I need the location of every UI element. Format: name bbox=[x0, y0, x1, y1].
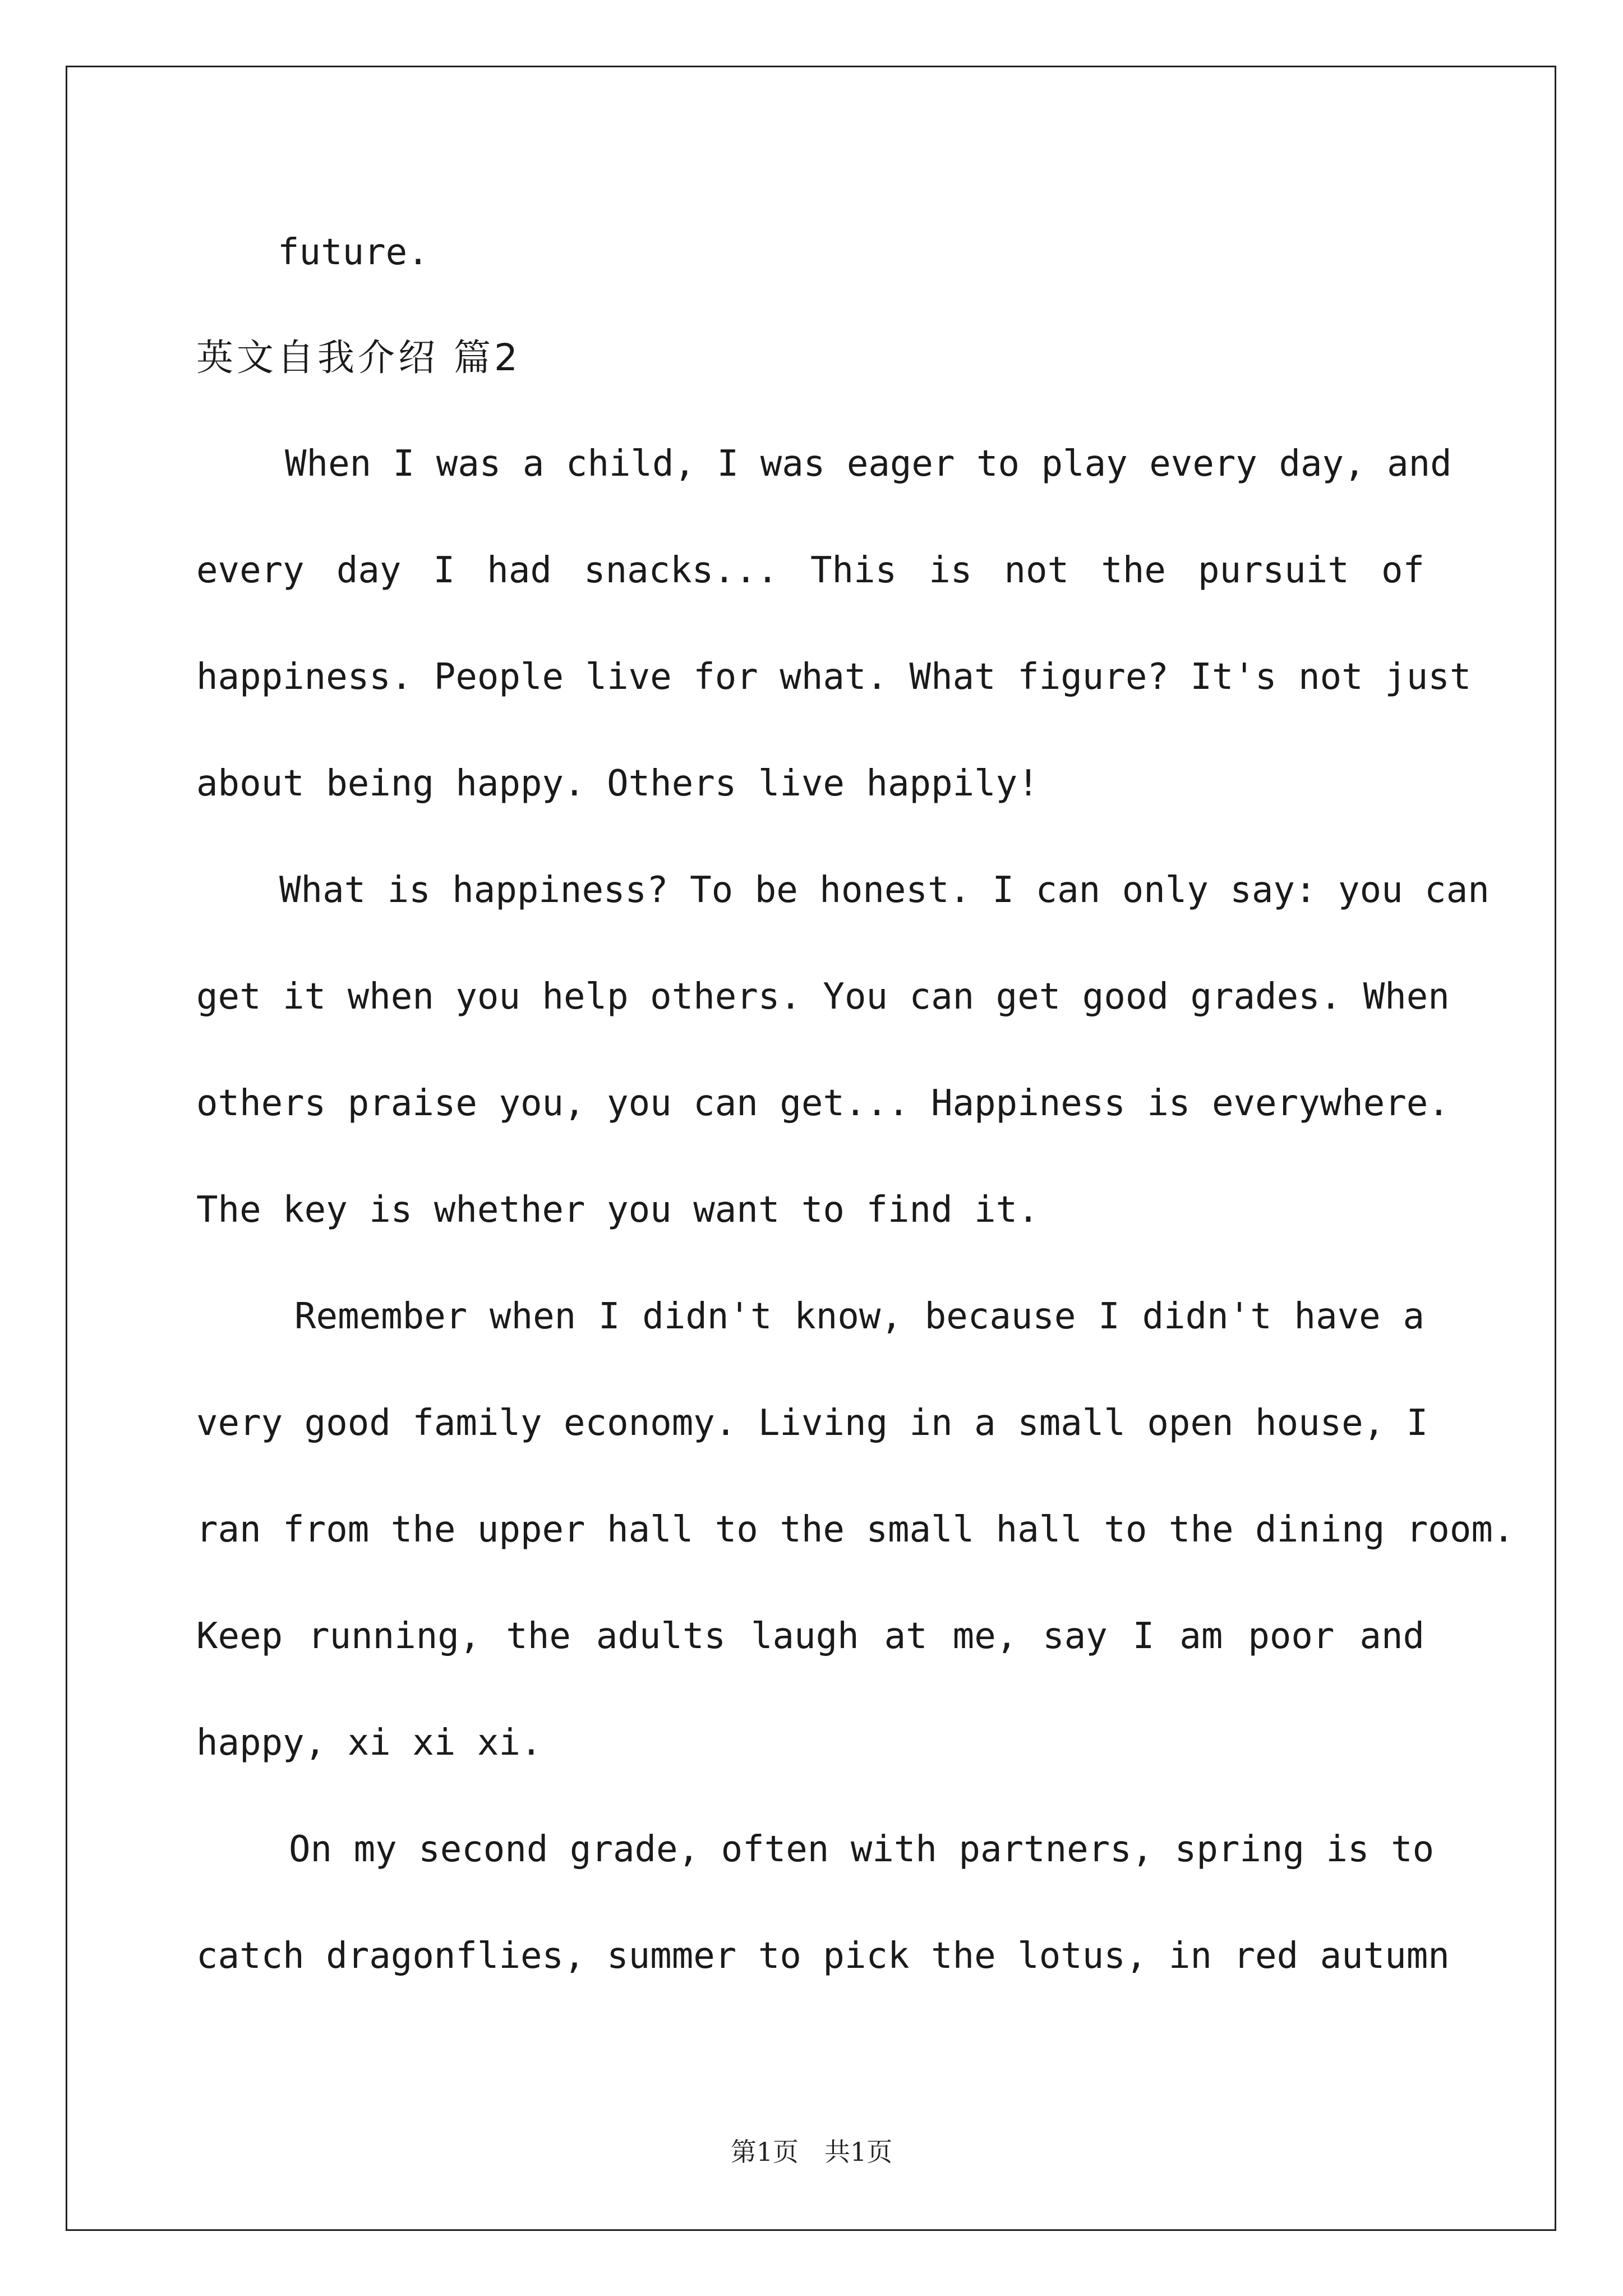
paragraph-line: The key is whether you want to find it. bbox=[196, 1189, 1039, 1231]
paragraph-line: about being happy. Others live happily! bbox=[196, 763, 1039, 804]
paragraph-line: On my second grade, often with partners, spring is to bbox=[289, 1829, 1435, 1870]
paragraph-line: catch dragonflies, summer to pick the lotus, in red autumn bbox=[196, 1935, 1450, 1977]
section-heading: 英文自我介绍 篇2 bbox=[196, 336, 521, 379]
page-footer: 第1页 共1页 bbox=[730, 2137, 893, 2167]
paragraph-line: What is happiness? To be honest. I can only say: you can bbox=[279, 869, 1490, 911]
paragraph-line: very good family economy. Living in a small open house, I bbox=[196, 1402, 1428, 1444]
text-line-future: future. bbox=[278, 232, 429, 273]
page-border bbox=[66, 66, 1556, 2231]
paragraph-line: every day I had snacks... This is not the pursuit of bbox=[196, 550, 1424, 591]
paragraph-line: ran from the upper hall to the small hall to the dining room. bbox=[196, 1509, 1515, 1550]
paragraph-line: others praise you, you can get... Happiness is everywhere. bbox=[196, 1083, 1450, 1124]
paragraph-line: get it when you help others. You can get good grades. When bbox=[196, 976, 1450, 1018]
paragraph-line: happiness. People live for what. What figure? It's not just bbox=[196, 656, 1472, 698]
paragraph-line: Keep running, the adults laugh at me, say I am poor and bbox=[196, 1616, 1424, 1657]
paragraph-line: happy, xi xi xi. bbox=[196, 1722, 542, 1764]
paragraph-line: Remember when I didn't know, because I didn't have a bbox=[294, 1296, 1424, 1337]
paragraph-line: When I was a child, I was eager to play every day, and bbox=[285, 443, 1452, 485]
